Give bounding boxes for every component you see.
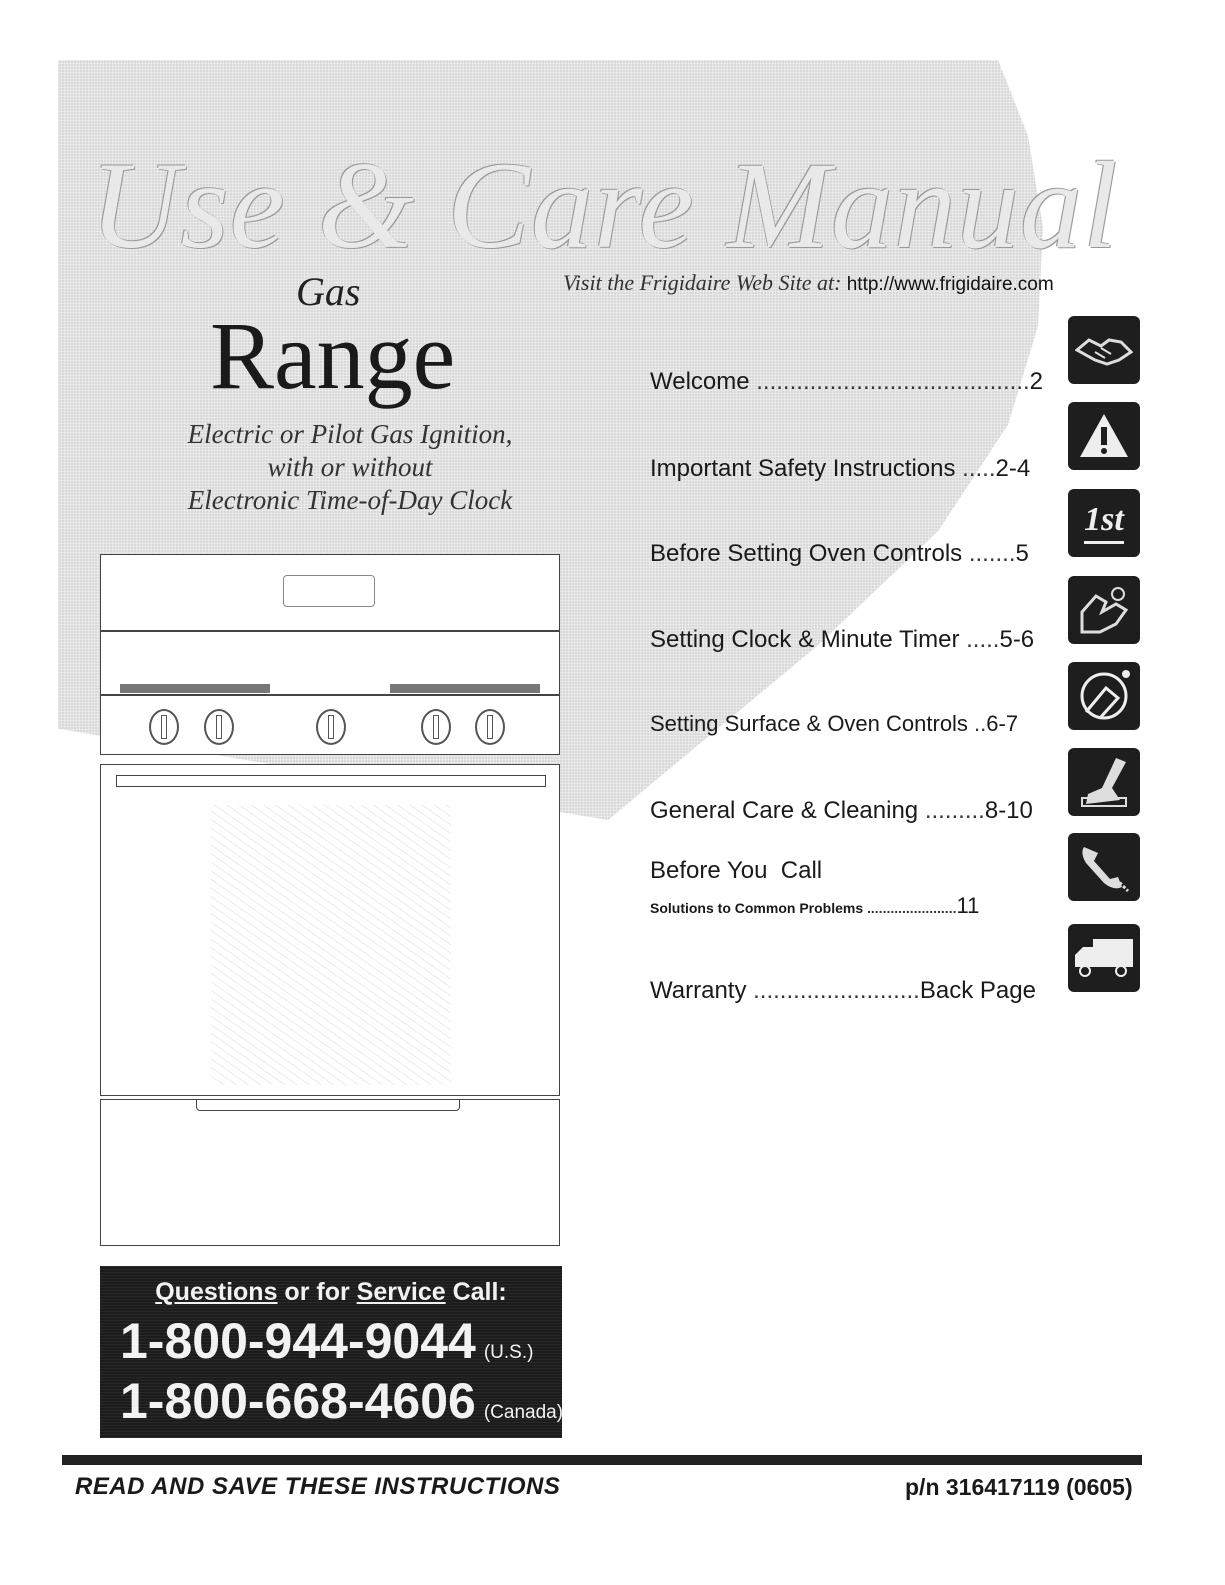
control-knob <box>421 709 451 745</box>
control-knob <box>475 709 505 745</box>
control-panel <box>100 695 560 755</box>
service-phone-box <box>100 1266 562 1438</box>
oven-window <box>211 805 451 1085</box>
toc-label: Welcome <box>650 368 750 395</box>
product-subtitle <box>160 418 540 517</box>
phone-icon <box>1068 833 1140 901</box>
read-save-instructions: READ AND SAVE THESE INSTRUCTIONS <box>75 1473 561 1500</box>
control-knob <box>316 709 346 745</box>
website-url[interactable]: http://www.frigidaire.com <box>846 274 1054 295</box>
storage-drawer <box>100 1099 560 1246</box>
toc-page: 8-10 <box>984 797 1033 824</box>
or-for-label: or for <box>277 1278 357 1306</box>
toc-label: Important Safety Instructions <box>650 455 956 482</box>
toc-label: Setting Clock & Minute Timer <box>650 626 960 653</box>
phone-us[interactable]: 1-800-944-9044 <box>120 1313 476 1369</box>
service-header <box>100 1278 562 1307</box>
drawer-handle <box>196 1100 460 1111</box>
service-label: Service <box>356 1278 446 1306</box>
toc-item-safety[interactable] <box>650 455 1050 483</box>
manual-title: Use & Care Manual <box>90 137 1119 274</box>
toc-page: 2 <box>1029 368 1044 395</box>
questions-label: Questions <box>155 1278 278 1306</box>
toc-dots: ..... <box>959 626 1000 653</box>
toc-item-care-cleaning[interactable] <box>650 797 1050 825</box>
oven-door-handle <box>116 775 546 787</box>
toc-item-surface-oven[interactable] <box>650 711 1050 737</box>
toc-page: 5-6 <box>999 626 1035 653</box>
toc-page: Back Page <box>919 977 1036 1004</box>
product-name: Range <box>210 302 456 409</box>
toc-page: 11 <box>956 893 980 918</box>
product-type: Gas <box>296 269 361 314</box>
first-icon-text: 1st <box>1084 503 1124 544</box>
toc-label: Solutions to Common Problems <box>650 900 864 916</box>
phone-us-label: (U.S.) <box>483 1342 534 1363</box>
phone-canada-label: (Canada) <box>483 1402 564 1423</box>
toc-label: Before Setting Oven Controls <box>650 540 963 567</box>
subtitle-line-1: Electric or Pilot Gas Ignition, <box>187 419 513 449</box>
phone-canada[interactable]: 1-800-668-4606 <box>120 1373 476 1429</box>
toc-page: 5 <box>1015 540 1029 567</box>
toc-page: 6-7 <box>986 711 1019 736</box>
toc-dots: ......................................... <box>749 368 1030 395</box>
hand-pressing-icon <box>1068 576 1140 644</box>
clock-display <box>283 575 375 607</box>
toc-dots: ..... <box>955 455 996 482</box>
part-number: p/n 316417119 (0605) <box>905 1474 1133 1500</box>
warning-icon <box>1068 402 1140 470</box>
toc-item-before-setting[interactable] <box>650 540 1050 568</box>
call-label: Call: <box>445 1278 507 1306</box>
range-backguard <box>100 554 560 631</box>
oven-door <box>100 764 560 1096</box>
control-knob <box>149 709 179 745</box>
toc-dots: .. <box>967 711 987 736</box>
website-lead: Visit the Frigidaire Web Site at: <box>563 270 842 295</box>
toc-page: 2-4 <box>995 455 1031 482</box>
toc-item-welcome[interactable] <box>650 368 1050 396</box>
burner-grate-left <box>120 684 270 693</box>
toc-label: Warranty <box>650 977 747 1004</box>
toc-item-warranty[interactable] <box>650 977 1050 1005</box>
toc-dots: ......................... <box>746 977 920 1004</box>
toc-label: General Care & Cleaning <box>650 797 919 824</box>
phone-line-canada <box>120 1372 563 1430</box>
toc-item-solutions[interactable] <box>650 893 1050 919</box>
toc-dots: ....................... <box>863 900 957 916</box>
first-icon <box>1068 489 1140 557</box>
phone-line-us <box>120 1312 533 1370</box>
subtitle-line-3: Electronic Time-of-Day Clock <box>187 485 513 515</box>
handshake-icon <box>1068 316 1140 384</box>
toc-item-before-you-call[interactable] <box>650 857 1050 885</box>
toc-item-clock-timer[interactable] <box>650 626 1050 654</box>
toc-dots: ....... <box>962 540 1016 567</box>
website-line <box>563 270 1054 296</box>
burner-grate-right <box>390 684 540 693</box>
cleaning-hand-icon <box>1068 748 1140 816</box>
footer-rule <box>62 1455 1142 1465</box>
control-knob <box>204 709 234 745</box>
toc-dots: ......... <box>918 797 985 824</box>
toc-label: Before You Call <box>650 857 823 884</box>
knob-icon <box>1068 662 1140 730</box>
subtitle-line-2: with or without <box>267 452 433 482</box>
truck-icon <box>1068 924 1140 992</box>
toc-label: Setting Surface & Oven Controls <box>650 711 968 736</box>
range-illustration <box>100 554 560 1246</box>
